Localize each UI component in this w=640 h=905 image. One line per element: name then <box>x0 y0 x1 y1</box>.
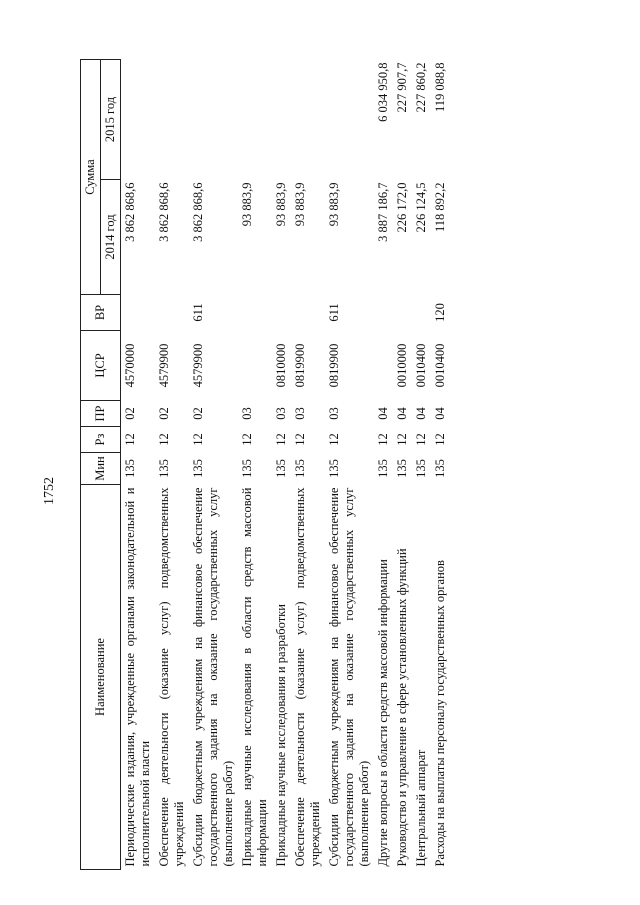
row-vr <box>121 295 156 331</box>
row-pr: 04 <box>433 407 447 420</box>
row-rz: 12 <box>433 433 447 446</box>
header-rz: Рз <box>81 427 121 453</box>
row-pr: 04 <box>414 407 428 420</box>
table-row <box>412 60 431 870</box>
row-csr: 0810000 <box>274 343 288 388</box>
row-min: 135 <box>123 459 137 478</box>
row-sum-2014: 3 862 868,6 <box>191 182 205 242</box>
table-row <box>189 60 238 870</box>
row-rz: 12 <box>293 433 307 446</box>
row-csr <box>238 331 272 401</box>
row-pr: 03 <box>274 407 288 420</box>
row-csr: 4579900 <box>157 343 171 388</box>
row-sum-2015: 119 088,8 <box>433 62 447 113</box>
row-csr: 4579900 <box>191 343 205 388</box>
row-rz: 12 <box>191 433 205 446</box>
row-name: Другие вопросы в области средств массовой информации <box>376 559 390 867</box>
row-sum-2014: 226 172,0 <box>395 182 409 233</box>
table-row <box>121 60 156 870</box>
row-pr: 03 <box>240 407 254 420</box>
row-sum-2014: 3 887 186,7 <box>376 182 390 242</box>
row-csr: 0010400 <box>433 343 447 388</box>
row-vr <box>412 295 431 331</box>
row-name: Субсидии бюджетным учреждениям на финансовое обеспечение государственного задания на оказание государственных услуг (выполнение работ) <box>191 487 235 867</box>
header-name: Наименование <box>81 485 121 870</box>
row-sum-2015: 227 907,7 <box>395 62 409 113</box>
row-rz: 12 <box>157 433 171 446</box>
table-row <box>155 60 189 870</box>
page-number: 1752 <box>42 477 57 505</box>
row-sum-2014: 118 892,2 <box>433 182 447 233</box>
row-name: Обеспечение деятельности (оказание услуг) подведомственных учреждений <box>157 487 186 867</box>
row-min: 135 <box>414 459 428 478</box>
row-rz: 12 <box>240 433 254 446</box>
row-rz: 12 <box>274 433 288 446</box>
row-sum-2015 <box>189 60 238 180</box>
row-pr: 03 <box>293 407 307 420</box>
header-min: Мин <box>81 453 121 485</box>
row-min: 135 <box>293 459 307 478</box>
header-year-2015: 2015 год <box>101 60 121 180</box>
row-vr <box>155 295 189 331</box>
row-min: 135 <box>191 459 205 478</box>
row-sum-2014: 226 124,5 <box>414 182 428 233</box>
row-vr <box>291 295 325 331</box>
row-name: Расходы на выплаты персоналу государственных органов <box>433 560 447 867</box>
row-rz: 12 <box>327 433 341 446</box>
row-name: Прикладные научные исследования в области средств массовой информации <box>240 487 269 867</box>
table-row <box>325 60 374 870</box>
row-rz: 12 <box>414 433 428 446</box>
table-header <box>81 60 121 870</box>
table-row <box>272 60 291 870</box>
row-pr: 02 <box>157 407 171 420</box>
row-csr: 0010400 <box>414 343 428 388</box>
row-rz: 12 <box>395 433 409 446</box>
row-vr <box>238 295 272 331</box>
row-vr <box>272 295 291 331</box>
row-pr: 04 <box>376 407 390 420</box>
row-pr: 02 <box>191 407 205 420</box>
row-vr: 120 <box>433 303 447 322</box>
row-name: Субсидии бюджетным учреждениям на финансовое обеспечение государственного задания на оказание государственных услуг (выполнение работ) <box>327 487 371 867</box>
row-sum-2014: 3 862 868,6 <box>157 182 171 242</box>
header-vr: ВР <box>81 295 121 331</box>
table-body <box>121 60 451 870</box>
row-vr: 611 <box>327 303 341 322</box>
row-pr: 02 <box>123 407 137 420</box>
row-rz: 12 <box>123 433 137 446</box>
table-row <box>374 60 393 870</box>
row-sum-2015: 227 860,2 <box>414 62 428 113</box>
row-name: Обеспечение деятельности (оказание услуг) подведомственных учреждений <box>293 487 322 867</box>
header-sum: Сумма <box>81 60 101 295</box>
row-min: 135 <box>395 459 409 478</box>
row-csr: 0819900 <box>293 343 307 388</box>
table-row <box>238 60 272 870</box>
row-sum-2014: 93 883,9 <box>327 182 341 227</box>
row-sum-2015 <box>325 60 374 180</box>
row-sum-2015: 6 034 950,8 <box>376 62 390 122</box>
table-row <box>393 60 412 870</box>
row-csr: 0010000 <box>395 343 409 388</box>
row-rz: 12 <box>376 433 390 446</box>
row-sum-2015 <box>155 60 189 180</box>
row-pr: 03 <box>327 407 341 420</box>
row-sum-2015 <box>121 60 156 180</box>
row-sum-2014: 3 862 868,6 <box>123 182 137 242</box>
rotated-content <box>42 60 560 870</box>
row-sum-2015 <box>272 60 291 180</box>
row-csr <box>374 331 393 401</box>
budget-table <box>80 59 450 870</box>
row-name: Центральный аппарат <box>414 749 428 867</box>
row-min: 135 <box>327 459 341 478</box>
row-min: 135 <box>376 459 390 478</box>
row-sum-2014: 93 883,9 <box>240 182 254 227</box>
row-vr <box>374 295 393 331</box>
header-pr: ПР <box>81 401 121 427</box>
row-name: Руководство и управление в сфере установленных функций <box>395 548 409 867</box>
header-year-2014: 2014 год <box>101 180 121 295</box>
row-min: 135 <box>274 459 288 478</box>
row-sum-2015 <box>238 60 272 180</box>
row-sum-2014: 93 883,9 <box>293 182 307 227</box>
row-name: Периодические издания, учрежденные органами законодательной и исполнительной власти <box>123 487 152 867</box>
row-sum-2014: 93 883,9 <box>274 182 288 227</box>
row-vr <box>393 295 412 331</box>
header-csr: ЦСР <box>81 331 121 401</box>
row-min: 135 <box>157 459 171 478</box>
row-vr: 611 <box>191 303 205 322</box>
table-row <box>291 60 325 870</box>
row-csr: 0819900 <box>327 343 341 388</box>
row-min: 135 <box>433 459 447 478</box>
row-csr: 4570000 <box>123 343 137 388</box>
table-row <box>431 60 450 870</box>
row-name: Прикладные научные исследования и разработки <box>274 604 288 867</box>
row-min: 135 <box>240 459 254 478</box>
row-pr: 04 <box>395 407 409 420</box>
row-sum-2015 <box>291 60 325 180</box>
